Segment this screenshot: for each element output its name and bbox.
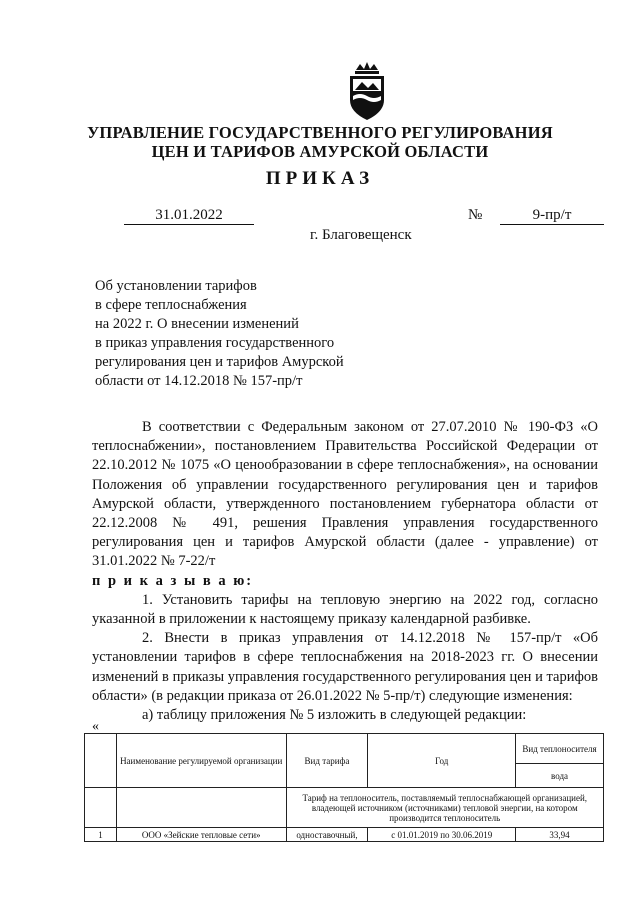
- table-header-water: вода: [516, 764, 604, 788]
- order-number: 9-пр/т: [500, 206, 604, 225]
- table-row: [85, 828, 604, 842]
- subject-line: области от 14.12.2018 № 157-пр/т: [95, 373, 303, 389]
- order-body: [92, 418, 598, 725]
- authority-name-line2: ЦЕН И ТАРИФОВ АМУРСКОЙ ОБЛАСТИ: [151, 142, 489, 161]
- item-2a: а) таблицу приложения № 5 изложить в следующей редакции:: [142, 707, 527, 724]
- table-section-title: Тариф на теплоноситель, поставляемый теплоснабжающей организацией, владеющей источником (источниками) тепловой энергии, на котором производится теплоноситель: [286, 788, 604, 828]
- coat-of-arms-emblem: [342, 60, 392, 122]
- table-header-year: Год: [368, 734, 516, 788]
- item-1: 1. Установить тарифы на тепловую энергию на 2022 год, согласно указанной в приложении к настоящему приказу календарной разбивке.: [92, 591, 598, 628]
- row-tariff: одноставочный,: [286, 828, 368, 842]
- subject-line: Об установлении тарифов: [95, 278, 257, 294]
- table-header-num: [85, 734, 117, 788]
- authority-name-line1: УПРАВЛЕНИЕ ГОСУДАРСТВЕННОГО РЕГУЛИРОВАНИЯ: [87, 123, 553, 142]
- subject-line: на 2022 г. О внесении изменений: [95, 316, 299, 332]
- item-2: 2. Внести в приказ управления от 14.12.2018 № 157-пр/т «Об установлении тарифов в сфере теплоснабжения на 2018-2023 гг. О внесении изменений в приказы управления государственного регулирования цен и тарифов области» (в редакции приказа от 26.01.2022 № 5-пр/т) следующие изменения:: [92, 630, 598, 704]
- tariff-table: [84, 733, 604, 842]
- table-cell: [116, 788, 286, 828]
- number-sign: №: [468, 207, 483, 223]
- preamble-paragraph: В соответствии с Федеральным законом от 27.07.2010 № 190-ФЗ «О теплоснабжении», постановлением Правительства Российской Федерации от 22.10.2012 № 1075 «О ценообразовании в сфере теплоснабжения», на основании Положения об управлении государственного регулирования цен и тарифов Амурской области, утвержденного постановлением губернатора области от 22.12.2008 № 491, решения Правления управления государственного регулирования цен и тарифов Амурской области (далее - управление) от 31.01.2022 № 7-22/т: [92, 419, 598, 570]
- row-period: с 01.01.2019 по 30.06.2019: [368, 828, 516, 842]
- subject-line: в сфере теплоснабжения: [95, 297, 247, 313]
- open-quote: «: [92, 719, 99, 734]
- row-org: ООО «Зейские тепловые сети»: [116, 828, 286, 842]
- order-subject: [95, 277, 395, 391]
- row-value: 33,94: [516, 828, 604, 842]
- document-type-title: ПРИКАЗ: [265, 168, 375, 189]
- row-num: 1: [85, 828, 117, 842]
- table-cell: [85, 788, 117, 828]
- city: г. Благовещенск: [310, 227, 412, 243]
- table-header-carrier: Вид теплоносителя: [516, 734, 604, 764]
- table-header-org: Наименование регулируемой организации: [116, 734, 286, 788]
- order-word: п р и к а з ы в а ю:: [92, 572, 254, 589]
- table-header-tariff: Вид тарифа: [286, 734, 368, 788]
- subject-line: в приказ управления государственного: [95, 335, 335, 351]
- subject-line: регулирования цен и тарифов Амурской: [95, 354, 344, 370]
- order-date: 31.01.2022: [124, 206, 254, 225]
